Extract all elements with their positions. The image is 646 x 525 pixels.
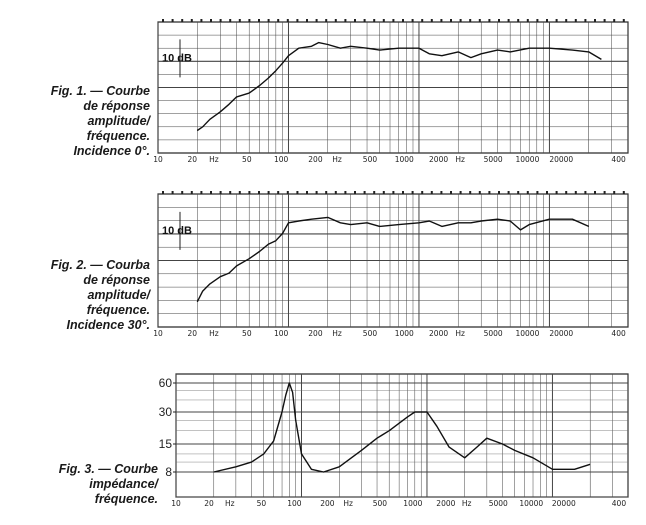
fig3-caption-line: fréquence. — [94, 492, 158, 506]
frame-tick-mark — [546, 191, 548, 194]
y-tick-label: 15 — [158, 437, 172, 451]
frame-tick-mark — [239, 191, 241, 194]
x-tick-label: 50 — [242, 155, 252, 164]
x-tick-label: 10000 — [519, 499, 544, 508]
chart-3 — [159, 374, 628, 508]
frame-tick-mark — [584, 19, 586, 22]
frame-tick-mark — [556, 191, 558, 194]
frame-tick-mark — [527, 19, 529, 22]
x-tick-label: 1000 — [403, 499, 423, 508]
fig1-caption-line: Fig. 1. — Courbe — [50, 84, 150, 98]
frame-tick-mark — [460, 19, 462, 22]
frame-tick-mark — [354, 19, 356, 22]
frame-tick-mark — [191, 19, 193, 22]
frame-tick-mark — [277, 191, 279, 194]
frame-tick-mark — [210, 191, 212, 194]
frame-tick-mark — [392, 19, 394, 22]
chart-1 — [153, 19, 628, 164]
frame-tick-mark — [316, 19, 318, 22]
frame-tick-mark — [498, 19, 500, 22]
frame-tick-mark — [354, 191, 356, 194]
frame-tick-mark — [364, 191, 366, 194]
x-tick-label: 10000 — [515, 329, 540, 338]
frame-tick-mark — [488, 19, 490, 22]
x-tick-label: Hz — [455, 155, 465, 164]
frame-tick-mark — [613, 191, 615, 194]
frame-tick-mark — [258, 19, 260, 22]
x-tick-label: 200 — [308, 155, 323, 164]
frame-tick-mark — [450, 19, 452, 22]
x-tick-label: 100 — [287, 499, 302, 508]
frame-tick-mark — [402, 191, 404, 194]
fig3-caption-line: Fig. 3. — Courbe — [58, 462, 158, 476]
x-tick-label: 5000 — [483, 155, 503, 164]
frame-tick-mark — [248, 191, 250, 194]
fig1-caption-line: de réponse — [83, 99, 150, 113]
frame-tick-mark — [469, 191, 471, 194]
frame-tick-mark — [296, 191, 298, 194]
frame-tick-mark — [239, 19, 241, 22]
frame-tick-mark — [450, 191, 452, 194]
x-tick-label: 10 — [153, 329, 163, 338]
x-tick-label: 1000 — [394, 329, 414, 338]
response-curve — [197, 43, 601, 131]
frame-tick-mark — [479, 19, 481, 22]
x-tick-label: Hz — [224, 499, 235, 508]
frame-tick-mark — [584, 191, 586, 194]
x-tick-label: 10000 — [515, 155, 540, 164]
frame-tick-mark — [373, 19, 375, 22]
frame-tick-mark — [412, 191, 414, 194]
frame-tick-mark — [575, 191, 577, 194]
x-tick-label: 200 — [320, 499, 335, 508]
frame-tick-mark — [536, 19, 538, 22]
frame-tick-mark — [229, 191, 231, 194]
fig2-caption-line: de réponse — [83, 273, 150, 287]
frame-tick-mark — [287, 19, 289, 22]
x-tick-label: Hz — [455, 329, 465, 338]
frame-tick-mark — [440, 19, 442, 22]
x-tick-label: 200 — [308, 329, 323, 338]
fig2-caption-line: amplitude/ — [87, 288, 150, 302]
frame-tick-mark — [565, 19, 567, 22]
x-tick-label: 100 — [273, 329, 289, 338]
frame-tick-mark — [556, 19, 558, 22]
chart-2 — [153, 191, 628, 338]
x-tick-label: 2000 — [436, 499, 456, 508]
frame-tick-mark — [373, 191, 375, 194]
y-tick-label: 8 — [165, 465, 172, 479]
frame-tick-mark — [383, 191, 385, 194]
x-tick-label: 5000 — [488, 499, 508, 508]
x-tick-label: 20000 — [549, 329, 574, 338]
frame-tick-mark — [392, 191, 394, 194]
fig2-caption-line: Incidence 30°. — [66, 318, 150, 332]
response-curve — [214, 383, 590, 472]
frame-tick-mark — [469, 19, 471, 22]
frame-tick-mark — [335, 191, 337, 194]
x-tick-label: Hz — [209, 155, 219, 164]
frame-tick-mark — [181, 191, 183, 194]
frame-tick-mark — [296, 19, 298, 22]
frame-tick-mark — [172, 191, 174, 194]
x-tick-label: Hz — [332, 329, 342, 338]
frame-tick-mark — [181, 19, 183, 22]
frame-tick-mark — [536, 191, 538, 194]
frame-tick-mark — [277, 19, 279, 22]
frame-tick-mark — [421, 191, 423, 194]
plot-frame — [176, 374, 628, 497]
x-tick-label: Hz — [461, 499, 472, 508]
frame-tick-mark — [613, 19, 615, 22]
x-tick-label: 20 — [187, 155, 198, 164]
frame-tick-mark — [508, 191, 510, 194]
x-tick-label: 50 — [242, 329, 252, 338]
fig1-caption-line: Incidence 0°. — [73, 144, 150, 158]
frame-tick-mark — [431, 19, 433, 22]
frame-tick-mark — [517, 19, 519, 22]
frame-tick-mark — [517, 191, 519, 194]
frame-tick-mark — [508, 19, 510, 22]
frame-tick-mark — [316, 191, 318, 194]
frame-tick-mark — [306, 191, 308, 194]
y-tick-label: 60 — [158, 376, 172, 390]
frame-tick-mark — [488, 191, 490, 194]
x-tick-label: 500 — [362, 155, 378, 164]
frame-tick-mark — [575, 19, 577, 22]
frame-tick-mark — [440, 191, 442, 194]
x-tick-label: 5000 — [483, 329, 503, 338]
fig1-caption-line: amplitude/ — [87, 114, 150, 128]
frame-tick-mark — [268, 19, 270, 22]
frame-tick-mark — [344, 19, 346, 22]
frame-tick-mark — [565, 191, 567, 194]
frame-tick-mark — [268, 191, 270, 194]
fig2-caption-line: fréquence. — [86, 303, 150, 317]
frame-tick-mark — [248, 19, 250, 22]
frame-tick-mark — [460, 191, 462, 194]
frame-tick-mark — [594, 19, 596, 22]
frame-tick-mark — [364, 19, 366, 22]
frame-tick-mark — [604, 191, 606, 194]
frame-tick-mark — [229, 19, 231, 22]
frame-tick-mark — [527, 191, 529, 194]
x-tick-label: 2000 — [429, 329, 449, 338]
x-tick-label: 100 — [273, 155, 289, 164]
frame-tick-mark — [421, 19, 423, 22]
frame-tick-mark — [200, 19, 202, 22]
frame-tick-mark — [604, 19, 606, 22]
frame-tick-mark — [172, 19, 174, 22]
frame-tick-mark — [335, 19, 337, 22]
x-tick-label: 50 — [256, 499, 267, 508]
x-tick-label: 10 — [171, 499, 181, 508]
frame-tick-mark — [431, 191, 433, 194]
frame-tick-mark — [220, 191, 222, 194]
frame-tick-mark — [220, 19, 222, 22]
frame-tick-mark — [623, 191, 625, 194]
frame-tick-mark — [162, 191, 164, 194]
frame-tick-mark — [287, 191, 289, 194]
x-tick-label: Hz — [332, 155, 342, 164]
x-tick-label: 20000 — [551, 499, 576, 508]
frame-tick-mark — [498, 191, 500, 194]
x-tick-label: 500 — [372, 499, 388, 508]
frame-tick-mark — [191, 191, 193, 194]
frame-tick-mark — [412, 19, 414, 22]
x-tick-label: Hz — [209, 329, 219, 338]
fig3-caption-line: impédance/ — [89, 477, 158, 491]
frame-tick-mark — [210, 19, 212, 22]
frame-tick-mark — [546, 19, 548, 22]
x-tick-label: 400 — [611, 499, 627, 508]
frame-tick-mark — [383, 19, 385, 22]
x-tick-label: 10 — [153, 155, 163, 164]
x-tick-label: 20 — [204, 499, 214, 508]
x-tick-label: 1000 — [394, 155, 414, 164]
frame-tick-mark — [344, 191, 346, 194]
frame-tick-mark — [306, 19, 308, 22]
x-tick-label: 20 — [187, 329, 198, 338]
db-scale-label: 10 dB — [162, 224, 192, 237]
frame-tick-mark — [162, 19, 164, 22]
frame-tick-mark — [402, 19, 404, 22]
x-tick-label: 20000 — [549, 155, 574, 164]
response-curve — [197, 217, 588, 301]
x-tick-label: 2000 — [429, 155, 449, 164]
y-tick-label: 30 — [158, 405, 172, 419]
frame-tick-mark — [325, 191, 327, 194]
x-tick-label: 400 — [611, 155, 626, 164]
fig1-caption-line: fréquence. — [86, 129, 150, 143]
frame-tick-mark — [594, 191, 596, 194]
frame-tick-mark — [325, 19, 327, 22]
frame-tick-mark — [479, 191, 481, 194]
frame-tick-mark — [258, 191, 260, 194]
x-tick-label: Hz — [343, 499, 354, 508]
fig2-caption-line: Fig. 2. — Courba — [50, 258, 150, 272]
frame-tick-mark — [623, 19, 625, 22]
frame-tick-mark — [200, 191, 202, 194]
db-scale-label: 10 dB — [162, 52, 192, 65]
x-tick-label: 400 — [611, 329, 626, 338]
x-tick-label: 500 — [362, 329, 378, 338]
